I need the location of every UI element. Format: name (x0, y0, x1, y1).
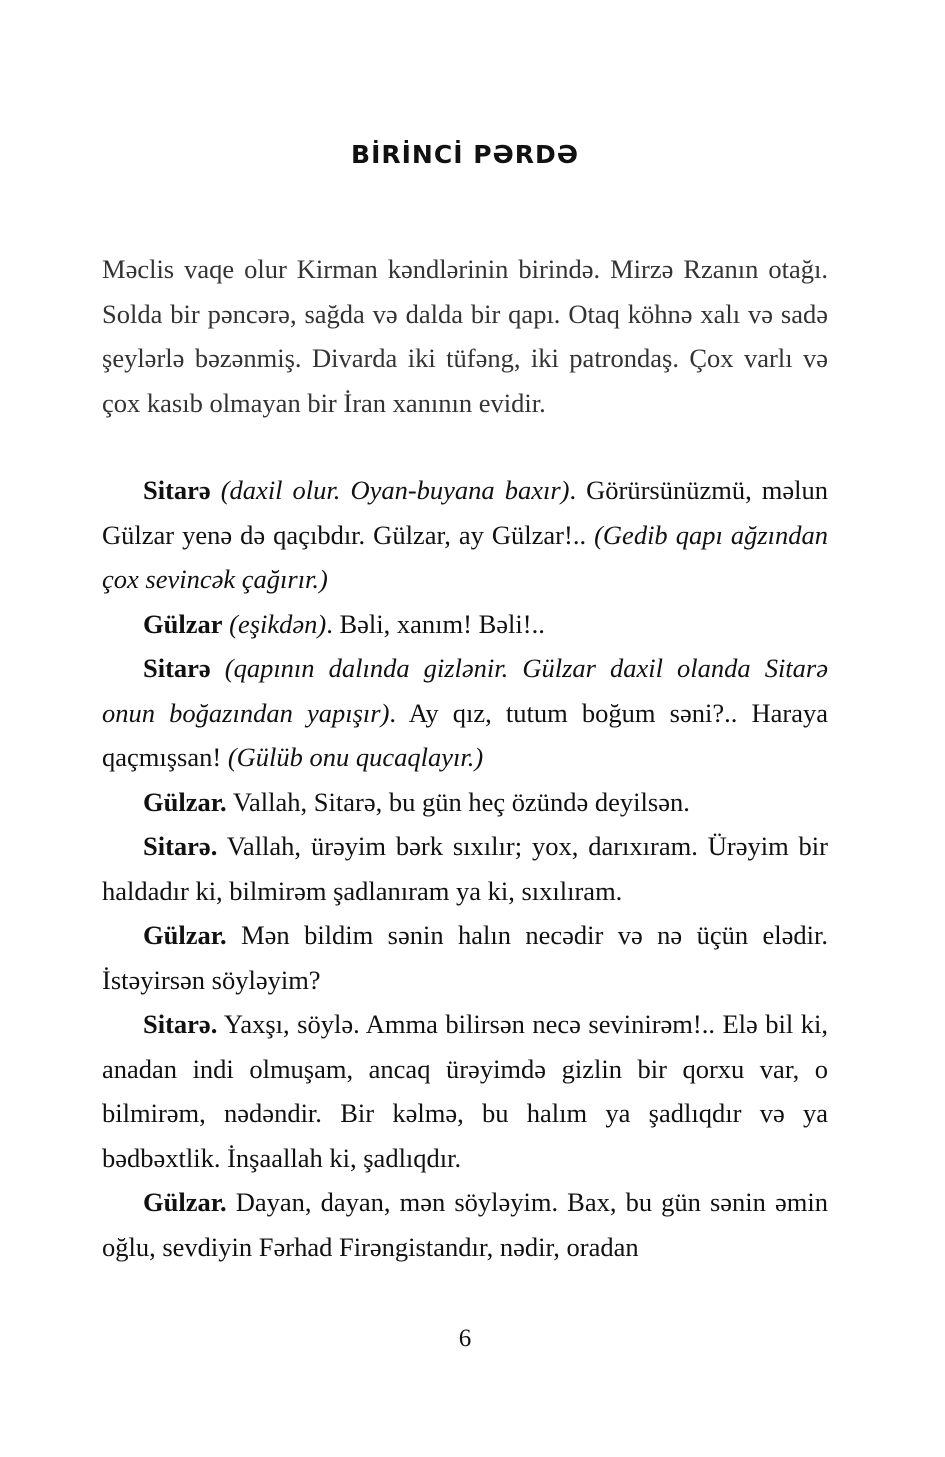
dialogue-line (102, 913, 828, 1002)
stage-direction: (Gülüb onu qucaqlayır.) (227, 742, 484, 772)
dialogue-line (102, 468, 828, 602)
stage-direction: (daxil olur. Oyan-buyana baxır) (210, 475, 570, 505)
act-title: BİRİNCİ PƏRDƏ (351, 140, 579, 169)
page-number: 6 (458, 1325, 472, 1352)
stage-direction: (eşikdən) (222, 608, 327, 639)
speaker-name: Gülzar. (143, 786, 227, 817)
speech-text: . Ay qız, tutum boğum səni?.. Haraya qaçmışsan! (102, 697, 828, 772)
dialogue-line (102, 1180, 828, 1269)
speech-text: . Bəli, xanım! Bəli!.. (326, 608, 545, 639)
dialogue-line (102, 602, 828, 647)
speech-text: . Görürsünüzmü, məlun Gülzar yenə də qaçıbdır. Gülzar, ay Gülzar!.. (102, 475, 828, 550)
speaker-name: Sitarə (143, 475, 211, 505)
book-page (102, 0, 828, 1457)
dialogue-line (102, 780, 828, 825)
speech-text: Vallah, ürəyim bərk sıxılır; yox, darıxıram. Ürəyim bir haldadır ki, bilmirəm şadlanıram ya ki, sıxılıram. (102, 831, 828, 906)
speaker-name: Sitarə (143, 653, 211, 683)
speech-text: Vallah, Sitarə, bu gün heç özündə deyilsən. (226, 786, 690, 817)
speaker-name: Gülzar. (143, 920, 227, 950)
stage-direction: (qapının dalında gizlənir. Gülzar daxil olanda Sitarə onun boğazından yapışır) (102, 653, 828, 728)
speaker-name: Sitarə. (143, 831, 218, 861)
speech-text: Dayan, dayan, mən söyləyim. Bax, bu gün sənin əmin oğlu, sevdiyin Fərhad Firəngistandır, nədir, oradan (102, 1187, 828, 1262)
stage-direction: (Gedib qapı ağzından çox sevincək çağırır.) (102, 519, 828, 594)
speaker-name: Sitarə. (143, 1009, 218, 1039)
speaker-name: Gülzar. (143, 1187, 227, 1217)
speech-text: Mən bildim sənin halın necədir və nə üçün elədir. İstəyirsən söyləyim? (102, 920, 828, 995)
speech-text: Yaxşı, söylə. Amma bilirsən necə sevinirəm!.. Elə bil ki, anadan indi olmuşam, ancaq ürəyimdə gizlin bir qorxu var, o bilmirəm, nədəndir. Bir kəlmə, bu halım ya şadlıqdır və ya bədbəxtlik. İnşaallah ki, şadlıqdır. (102, 1009, 828, 1173)
dialogue (102, 468, 828, 1269)
dialogue-line (102, 646, 828, 780)
speaker-name: Gülzar (143, 608, 223, 639)
dialogue-line (102, 824, 828, 913)
dialogue-line (102, 1002, 828, 1180)
opening-stage-direction: Məclis vaqe olur Kirman kəndlərinin birində. Mirzə Rzanın otağı. Solda bir pəncərə, sağda və dalda bir qapı. Otaq köhnə xalı və sadə şeylərlə bəzənmiş. Divarda iki tüfəng, iki patrondaş. Çox varlı və çox kasıb olmayan bir İran xanının evidir. (102, 254, 828, 418)
